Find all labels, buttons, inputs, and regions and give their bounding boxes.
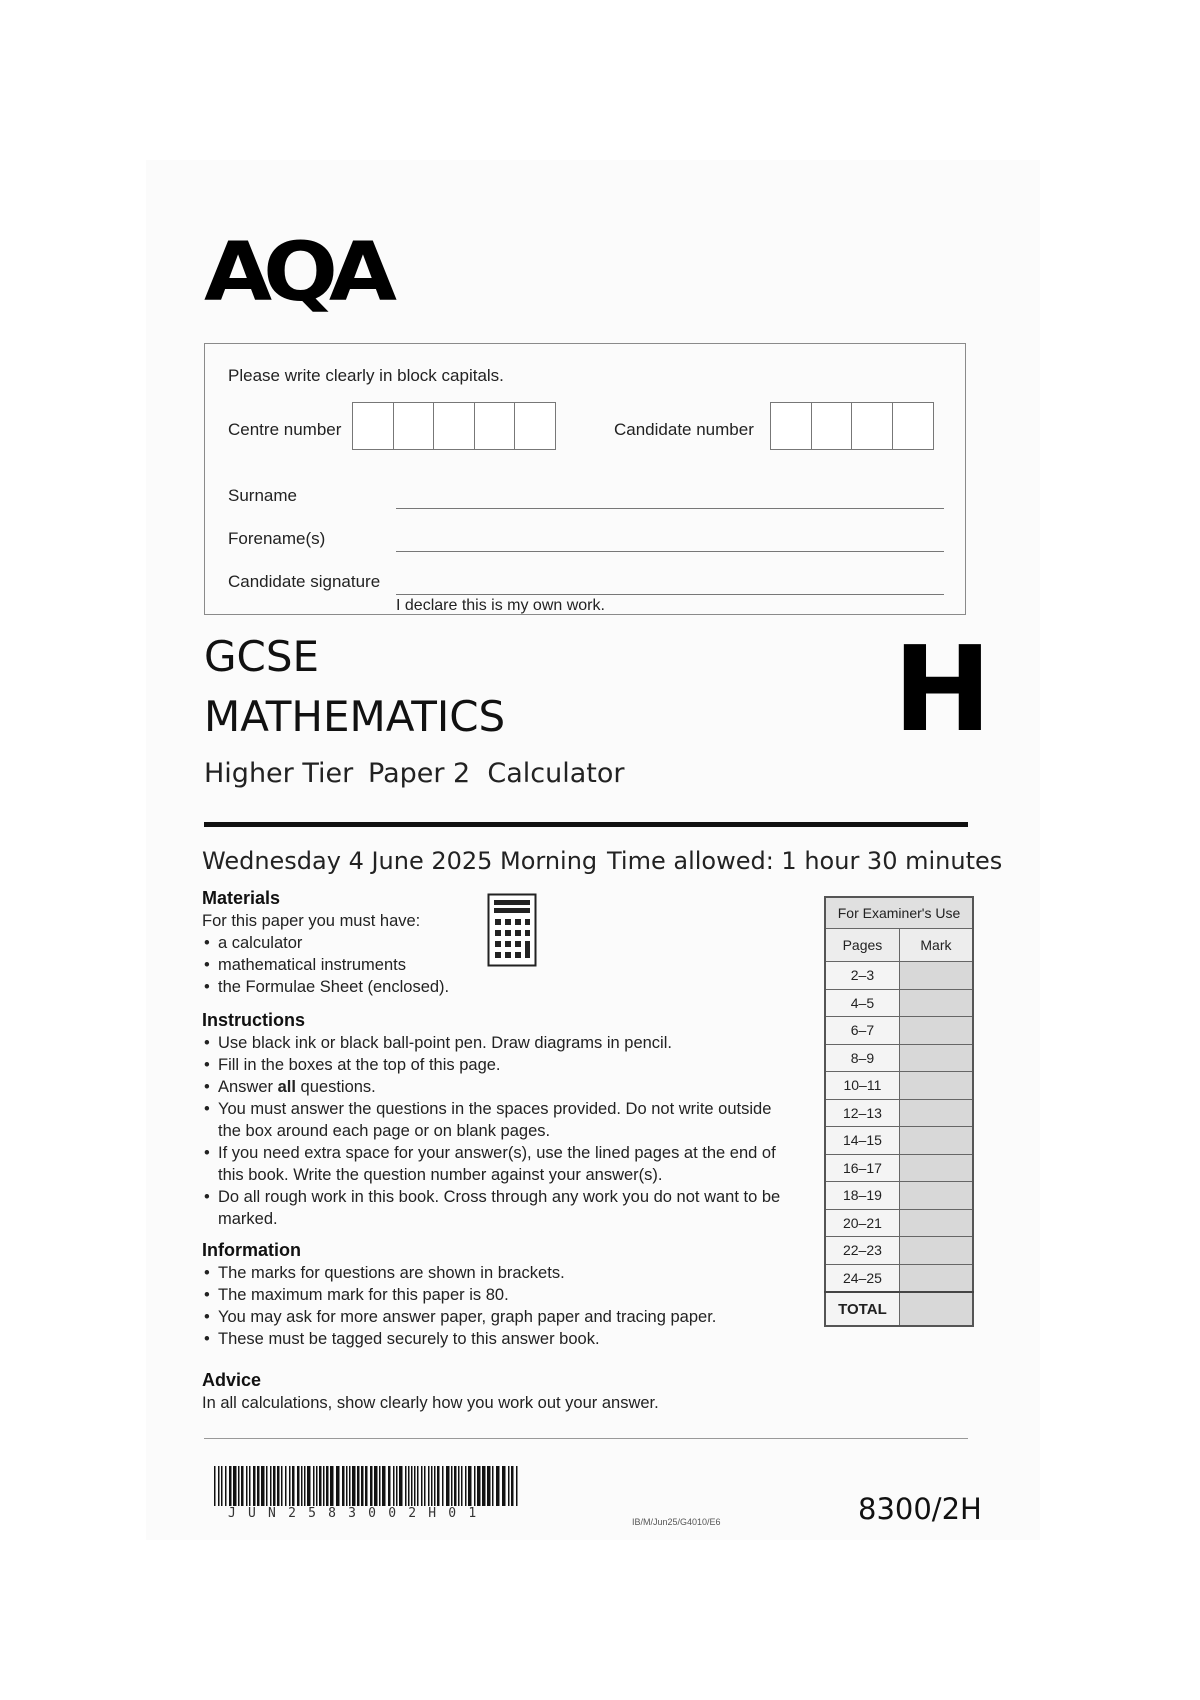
mark-cell <box>899 1127 973 1155</box>
barcode-bar <box>379 1466 381 1506</box>
barcode-bar <box>393 1466 395 1506</box>
barcode-bar <box>277 1466 280 1506</box>
information-item: • These must be tagged securely to this answer book. <box>202 1328 782 1350</box>
pages-cell: 12–13 <box>825 1099 899 1127</box>
instructions-heading: Instructions <box>202 1010 306 1030</box>
signature-field[interactable] <box>396 594 944 595</box>
pages-cell: 8–9 <box>825 1044 899 1072</box>
barcode-bar <box>297 1466 300 1506</box>
barcode-bar <box>218 1466 220 1506</box>
barcode-bar <box>319 1466 322 1506</box>
materials-section <box>202 910 472 998</box>
total-mark-cell <box>899 1292 973 1326</box>
barcode-bar <box>270 1466 272 1506</box>
barcode-bar <box>508 1466 510 1506</box>
barcode-bar <box>241 1466 244 1506</box>
barcode-bar <box>289 1466 291 1506</box>
calculator-icon <box>487 893 537 967</box>
barcode-bar <box>349 1466 351 1506</box>
instruction-item: • Do all rough work in this book. Cross through any work you do not want to be marked. <box>202 1186 782 1230</box>
barcode-bar <box>307 1466 311 1506</box>
barcode-bar <box>396 1466 398 1506</box>
barcode-bar <box>281 1466 283 1506</box>
barcode-bar <box>292 1466 295 1506</box>
barcode-bar <box>361 1466 364 1506</box>
barcode-bar <box>301 1466 303 1506</box>
mark-cell <box>899 989 973 1017</box>
instruction-item: • Fill in the boxes at the top of this page. <box>202 1054 782 1076</box>
barcode-bar <box>468 1466 472 1506</box>
block-capitals-instruction: Please write clearly in block capitals. <box>228 366 504 385</box>
forenames-field[interactable] <box>396 551 944 552</box>
barcode-bar <box>285 1466 287 1506</box>
barcode-bar <box>238 1466 240 1506</box>
barcode-bar <box>261 1466 265 1506</box>
subject-title: MATHEMATICS <box>204 692 506 741</box>
barcode-bar <box>461 1466 463 1506</box>
candidate-number-digit[interactable] <box>892 402 934 450</box>
materials-item: • mathematical instruments <box>202 954 472 976</box>
barcode-bar <box>511 1466 514 1506</box>
barcode-text: JUN2583002H01 <box>228 1506 489 1521</box>
centre-number-digit[interactable] <box>514 402 556 450</box>
mark-column-header: Mark <box>899 929 973 962</box>
paper-label: Paper 2 Calculator <box>368 758 625 789</box>
mark-cell <box>899 1017 973 1045</box>
advice-text: In all calculations, show clearly how you work out your answer. <box>202 1394 659 1412</box>
barcode-bar <box>253 1466 256 1506</box>
mark-cell <box>899 1264 973 1292</box>
pages-cell: 20–21 <box>825 1209 899 1237</box>
exam-date: Wednesday 4 June 2025 <box>202 847 493 875</box>
materials-intro: For this paper you must have: <box>202 912 421 930</box>
pages-column-header: Pages <box>825 929 899 962</box>
barcode-bar <box>233 1466 237 1506</box>
barcode-bar <box>516 1466 518 1506</box>
barcode-bar <box>487 1466 491 1506</box>
centre-number-boxes[interactable] <box>352 402 556 450</box>
tier-label: Higher Tier <box>204 758 354 789</box>
barcode-bar <box>257 1466 260 1506</box>
title-divider <box>204 822 968 827</box>
barcode-bar <box>446 1466 450 1506</box>
pages-cell: 24–25 <box>825 1264 899 1292</box>
barcode-bar <box>352 1466 356 1506</box>
barcode-bar <box>451 1466 453 1506</box>
answer-all-post: questions. <box>295 1078 376 1096</box>
mark-cell <box>899 1072 973 1100</box>
instruction-item: • Use black ink or black ball-point pen. Draw diagrams in pencil. <box>202 1032 782 1054</box>
tier-letter: H <box>893 620 992 758</box>
mark-cell <box>899 1099 973 1127</box>
pages-cell: 14–15 <box>825 1127 899 1155</box>
barcode-bar <box>399 1466 403 1506</box>
centre-number-digit[interactable] <box>352 402 394 450</box>
instructions-section <box>202 1032 782 1230</box>
candidate-number-digit[interactable] <box>811 402 853 450</box>
materials-item: • the Formulae Sheet (enclosed). <box>202 976 472 998</box>
mark-cell <box>899 1154 973 1182</box>
information-section <box>202 1262 782 1350</box>
information-item: • The maximum mark for this paper is 80. <box>202 1284 782 1306</box>
mark-cell <box>899 1209 973 1237</box>
instruction-item: • You must answer the questions in the spaces provided. Do not write outside the box around each page or on blank pages. <box>202 1098 782 1142</box>
barcode-bar <box>458 1466 460 1506</box>
candidate-number-digit[interactable] <box>770 402 812 450</box>
mark-cell <box>899 962 973 990</box>
barcode-bar <box>424 1466 426 1506</box>
barcode-bar <box>365 1466 368 1506</box>
advice-heading: Advice <box>202 1370 262 1390</box>
barcode-bar <box>346 1466 348 1506</box>
qualification-title: GCSE <box>204 632 320 681</box>
total-label: TOTAL <box>825 1292 899 1326</box>
answer-all-pre: Answer <box>218 1078 278 1096</box>
barcode-bar <box>496 1466 500 1506</box>
barcode-bar <box>388 1466 391 1506</box>
pages-cell: 2–3 <box>825 962 899 990</box>
barcode-bar <box>502 1466 506 1506</box>
barcode-bar <box>477 1466 481 1506</box>
barcode-bar <box>221 1466 223 1506</box>
surname-label: Surname <box>228 486 297 505</box>
answer-all-bold: all <box>277 1078 296 1096</box>
information-heading: Information <box>202 1240 301 1260</box>
pages-cell: 22–23 <box>825 1237 899 1265</box>
pages-cell: 16–17 <box>825 1154 899 1182</box>
paper-code: 8300/2H <box>858 1492 982 1526</box>
forenames-label: Forename(s) <box>228 529 326 548</box>
materials-heading: Materials <box>202 888 281 908</box>
barcode-bar <box>336 1466 340 1506</box>
barcode-bar <box>323 1466 325 1506</box>
barcode-bar <box>249 1466 251 1506</box>
centre-number-digit[interactable] <box>433 402 475 450</box>
centre-number-digit[interactable] <box>393 402 435 450</box>
pages-cell: 6–7 <box>825 1017 899 1045</box>
barcode-bar <box>304 1466 306 1506</box>
barcode-bar <box>246 1466 248 1506</box>
instruction-item: • If you need extra space for your answer(s), use the lined pages at the end of this book. Write the question number against your answer(s). <box>202 1142 782 1186</box>
mark-cell <box>899 1237 973 1265</box>
pages-cell: 4–5 <box>825 989 899 1017</box>
centre-number-label: Centre number <box>228 420 342 439</box>
barcode-bar <box>266 1466 268 1506</box>
barcode-bar <box>454 1466 457 1506</box>
barcode-bar <box>330 1466 334 1506</box>
surname-field[interactable] <box>396 508 944 509</box>
footer-divider <box>204 1438 968 1439</box>
instruction-item-answer-all <box>202 1076 782 1098</box>
examiners-use-table <box>824 896 974 1327</box>
materials-item: • a calculator <box>202 932 472 954</box>
barcode-bar <box>326 1466 329 1506</box>
candidate-number-label: Candidate number <box>614 420 754 439</box>
print-code: IB/M/Jun25/G4010/E6 <box>632 1517 721 1527</box>
barcode-bar <box>316 1466 318 1506</box>
information-item: • You may ask for more answer paper, graph paper and tracing paper. <box>202 1306 782 1328</box>
barcode-bar <box>482 1466 486 1506</box>
barcode-bar <box>370 1466 373 1506</box>
barcode-bar <box>411 1466 413 1506</box>
barcode-bar <box>214 1466 216 1506</box>
barcode-bar <box>442 1466 444 1506</box>
barcode <box>214 1466 524 1506</box>
pages-cell: 18–19 <box>825 1182 899 1210</box>
barcode-bar <box>342 1466 345 1506</box>
barcode-bar <box>437 1466 440 1506</box>
barcode-bar <box>434 1466 436 1506</box>
barcode-bar <box>313 1466 315 1506</box>
pages-cell: 10–11 <box>825 1072 899 1100</box>
barcode-bar <box>428 1466 430 1506</box>
barcode-bar <box>374 1466 378 1506</box>
exam-session: Morning <box>500 847 598 875</box>
barcode-bar <box>465 1466 467 1506</box>
examiners-use-title: For Examiner's Use <box>825 897 973 929</box>
centre-number-digit[interactable] <box>474 402 516 450</box>
aqa-logo: AQA <box>204 224 389 320</box>
barcode-bar <box>229 1466 232 1506</box>
barcode-bar <box>273 1466 276 1506</box>
declaration-text: I declare this is my own work. <box>396 597 605 614</box>
barcode-bar <box>421 1466 423 1506</box>
barcode-bar <box>408 1466 410 1506</box>
barcode-bar <box>405 1466 407 1506</box>
barcode-bar <box>474 1466 476 1506</box>
barcode-bar <box>225 1466 227 1506</box>
candidate-number-digit[interactable] <box>851 402 893 450</box>
information-item: • The marks for questions are shown in brackets. <box>202 1262 782 1284</box>
barcode-bar <box>414 1466 416 1506</box>
signature-label: Candidate signature <box>228 572 381 591</box>
barcode-bar <box>382 1466 386 1506</box>
mark-cell <box>899 1182 973 1210</box>
barcode-bar <box>357 1466 360 1506</box>
time-allowed: Time allowed: 1 hour 30 minutes <box>607 847 1003 875</box>
barcode-bar <box>417 1466 419 1506</box>
candidate-number-boxes[interactable] <box>770 402 934 450</box>
mark-cell <box>899 1044 973 1072</box>
barcode-bar <box>431 1466 433 1506</box>
barcode-bar <box>492 1466 494 1506</box>
